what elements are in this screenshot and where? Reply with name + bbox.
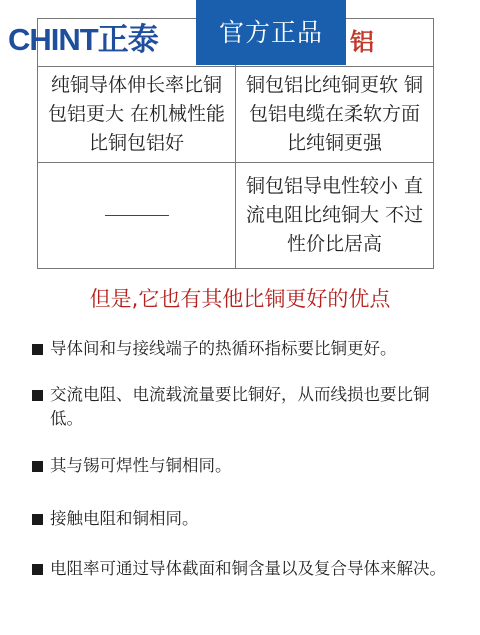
square-bullet-icon — [32, 344, 43, 355]
list-item: 其与锡可焊性与铜相同。 — [32, 454, 452, 478]
table-row — [38, 163, 434, 269]
square-bullet-icon — [32, 390, 43, 401]
list-item: 导体间和与接线端子的热循环指标要比铜更好。 — [32, 337, 452, 361]
table-cell-right: 铜包铝比纯铜更软 铜包铝电缆在柔软方面比纯铜更强 — [236, 67, 434, 163]
square-bullet-icon — [32, 514, 43, 525]
list-item: 接触电阻和铜相同。 — [32, 507, 452, 531]
advantages-subtitle: 但是,它也有其他比铜更好的优点 — [89, 287, 391, 311]
brand-banner — [0, 0, 480, 65]
square-bullet-icon — [32, 461, 43, 472]
empty-dash — [105, 215, 169, 216]
table-row — [38, 67, 434, 163]
official-product-badge: 官方正品 — [196, 0, 346, 65]
chint-logo: CHINT正泰 — [8, 22, 158, 57]
square-bullet-icon — [32, 564, 43, 575]
list-item: 交流电阻、电流载流量要比铜好，从而线损也要比铜低。 — [32, 383, 452, 431]
table-cell-left — [38, 163, 236, 269]
table-cell-left: 纯铜导体伸长率比铜包铝更大 在机械性能比铜包铝好 — [38, 67, 236, 163]
list-item: 电阻率可通过导体截面和铜含量以及复合导体来解决。 — [32, 557, 452, 581]
section-heading-fragment: 铝 — [350, 28, 374, 56]
table-cell-right: 铜包铝导电性较小 直流电阻比纯铜大 不过性价比居高 — [236, 163, 434, 269]
